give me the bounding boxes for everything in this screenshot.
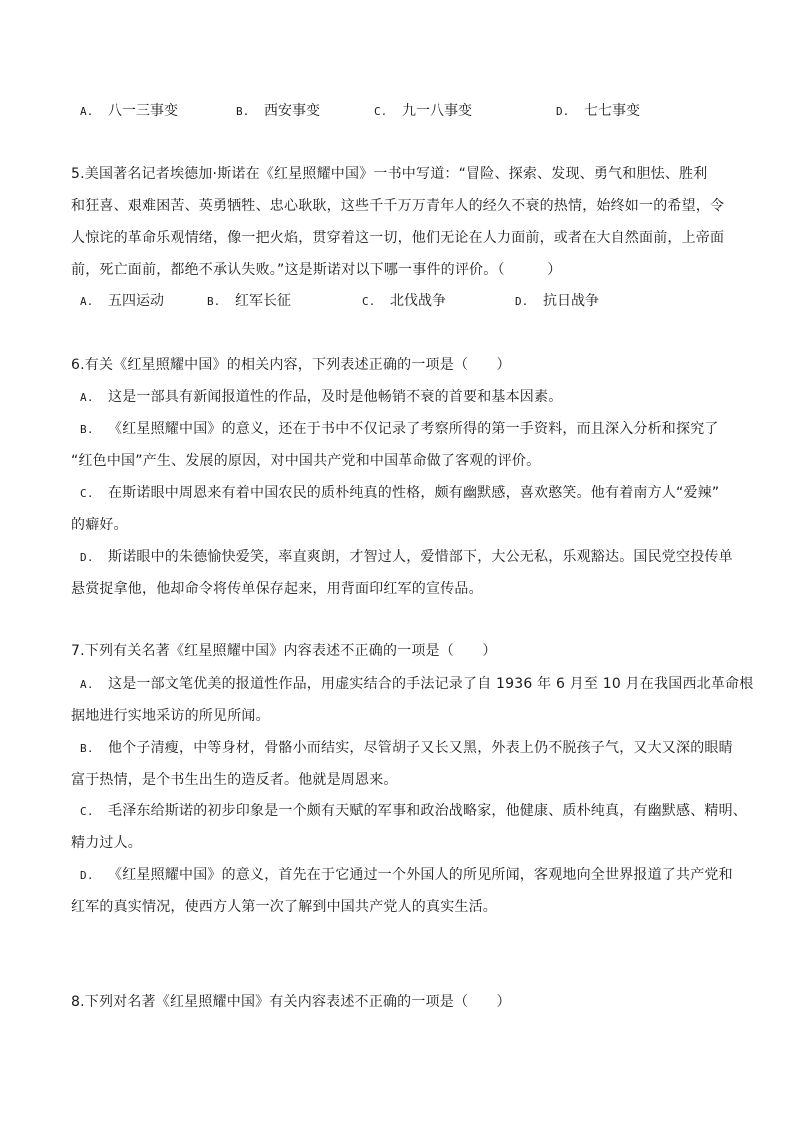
option-letter: A. [80, 678, 94, 691]
q6-option-c [80, 483, 719, 504]
option-text: 毛泽东给斯诺的初步印象是一个颇有天赋的军事和政治战略家，他健康、质朴纯真，有幽默感、精明、 [108, 803, 747, 819]
q7-option-a-line-2: 据地进行实地采访的所见所闻。 [71, 708, 270, 724]
q6-option-c-line-2: 的癖好。 [71, 517, 128, 533]
q4-option-c [374, 101, 472, 122]
q8-stem: 8.下列对名著《红星照耀中国》有关内容表述不正确的一项是（ ） [71, 994, 511, 1010]
option-letter: A. [80, 295, 94, 308]
option-text: 八一三事变 [108, 103, 178, 119]
option-text: 北伐战争 [390, 293, 446, 309]
option-text: 《红星照耀中国》的意义，首先在于它通过一个外国人的所见所闻，客观地向全世界报道了共产党和 [108, 867, 733, 883]
option-text: 《红星照耀中国》的意义，还在于书中不仅记录了考察所得的第一手资料，而且深入分析和探究了 [108, 421, 719, 437]
option-letter: A. [80, 391, 94, 404]
option-letter: B. [80, 742, 94, 755]
option-letter: B. [236, 105, 250, 118]
option-letter: A. [80, 105, 94, 118]
q5-stem-line-1: 5.美国著名记者埃德加·斯诺在《红星照耀中国》一书中写道：“冒险、探索、发现、勇气和胆怯、胜利 [71, 166, 708, 182]
option-letter: C. [374, 105, 388, 118]
option-letter: D. [515, 295, 529, 308]
q7-option-b-line-2: 富于热情，是个书生出生的造反者。他就是周恩来。 [71, 772, 398, 788]
q5-stem-line-3: 人惊诧的革命乐观情绪，像一把火焰，贯穿着这一切，他们无论在人力面前，或者在大自然面前，上帝面 [71, 230, 725, 246]
q6-option-d [80, 547, 733, 568]
option-text: 斯诺眼中的朱德愉快爱笑，率直爽朗，才智过人，爱惜部下，大公无私，乐观豁达。国民党空投传单 [108, 549, 733, 565]
option-text: 这是一部具有新闻报道性的作品，及时是他畅销不衰的首要和基本因素。 [108, 389, 563, 405]
q7-option-d-line-2: 红军的真实情况，使西方人第一次了解到中国共产党人的真实生活。 [71, 899, 497, 915]
option-letter: C. [80, 487, 94, 500]
q5-stem-line-4: 前，死亡面前，都绝不承认失败。”这是斯诺对以下哪一事件的评价。（ ） [71, 262, 562, 278]
option-text: 他个子清瘦，中等身材，骨骼小而结实，尽管胡子又长又黑，外表上仍不脱孩子气，又大又深的眼睛 [108, 740, 733, 756]
option-letter: D. [80, 869, 94, 882]
option-letter: B. [80, 423, 94, 436]
option-text: 红军长征 [235, 293, 291, 309]
option-letter: C. [80, 805, 94, 818]
q6-option-d-line-2: 悬赏捉拿他，他却命令将传单保存起来，用背面印红军的宣传品。 [71, 581, 483, 597]
q6-option-b-line-2: “红色中国”产生、发展的原因，对中国共产党和中国革命做了客观的评价。 [71, 453, 541, 469]
q6-option-b [80, 419, 719, 440]
option-letter: D. [80, 551, 94, 564]
q7-option-a [80, 674, 753, 695]
q7-option-b [80, 738, 733, 759]
option-text: 这是一部文笔优美的报道性作品，用虚实结合的手法记录了自 1936 年 6 月至 10 月在我国西北革命根 [108, 676, 754, 692]
q7-option-c [80, 801, 747, 822]
q5-option-c [362, 291, 446, 312]
q6-stem: 6.有关《红星照耀中国》的相关内容，下列表述正确的一项是（ ） [71, 357, 511, 373]
option-letter: B. [207, 295, 221, 308]
option-text: 西安事变 [264, 103, 320, 119]
option-text: 五四运动 [108, 293, 164, 309]
q4-option-b [236, 101, 320, 122]
q4-option-a [80, 101, 178, 122]
q5-option-b [207, 291, 291, 312]
option-letter: C. [362, 295, 376, 308]
q7-option-c-line-2: 精力过人。 [71, 835, 142, 851]
q6-option-a [80, 387, 562, 408]
q5-option-a [80, 291, 164, 312]
option-letter: D. [556, 105, 570, 118]
option-text: 九一八事变 [402, 103, 472, 119]
q7-option-d [80, 865, 733, 886]
q5-option-d [515, 291, 599, 312]
option-text: 抗日战争 [543, 293, 599, 309]
q5-stem-line-2: 和狂喜、艰难困苦、英勇牺牲、忠心耿耿，这些千千万万青年人的经久不衰的热情，始终如一的希望，令 [71, 198, 725, 214]
q4-option-d [556, 101, 640, 122]
option-text: 七七事变 [584, 103, 640, 119]
q7-stem: 7.下列有关名著《红星照耀中国》内容表述不正确的一项是（ ） [71, 643, 497, 659]
option-text: 在斯诺眼中周恩来有着中国农民的质朴纯真的性格，颇有幽默感，喜欢憨笑。他有着南方人“爱辣” [108, 485, 720, 501]
